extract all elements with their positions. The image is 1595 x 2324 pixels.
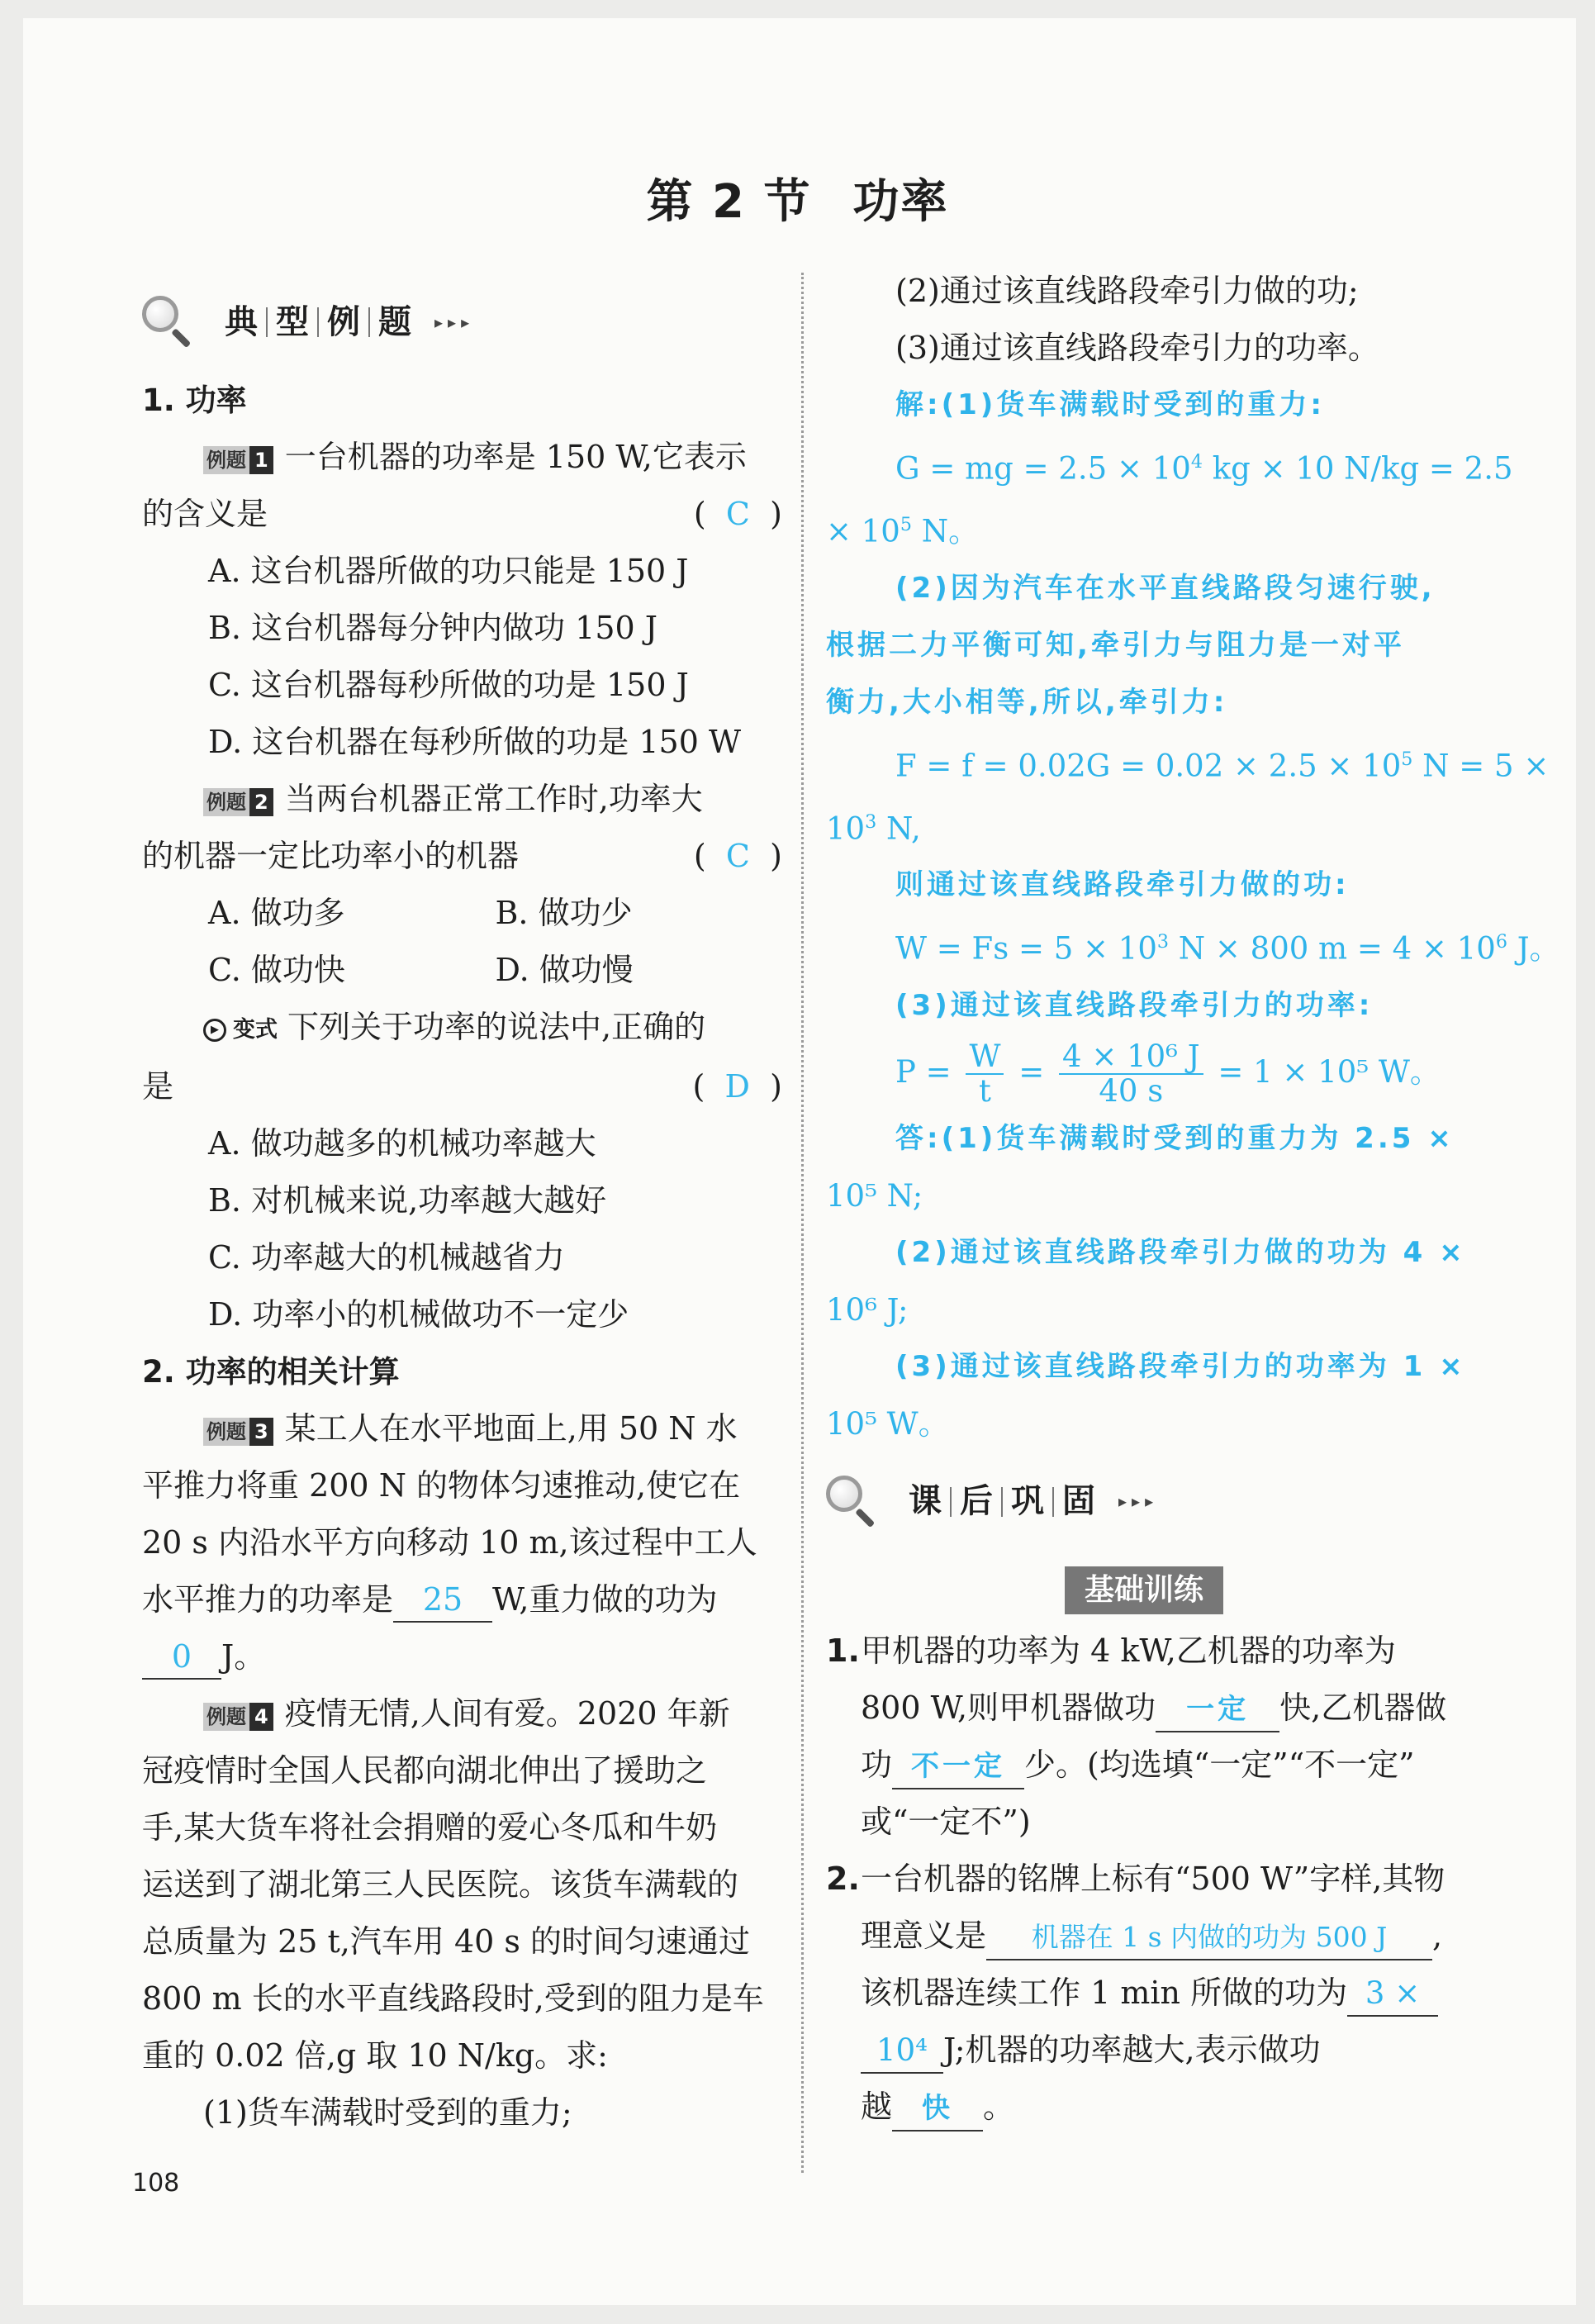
arrows-icon: ▸▸▸: [1118, 1491, 1159, 1512]
answer-paren: ( C ): [693, 496, 782, 532]
answer-blank: 机器在 1 s 内做的功为 500 J: [986, 1916, 1432, 1960]
option: B. 这台机器每分钟内做功 150 J: [208, 610, 658, 646]
typical-examples-header: 典 型 例 题 ▸▸▸: [142, 273, 782, 372]
answer: C: [725, 496, 750, 532]
option: D. 做功慢: [495, 952, 634, 988]
option: A. 这台机器所做的功只能是 150 J: [208, 553, 689, 589]
answer-blank: 一定: [1156, 1688, 1279, 1732]
option: C. 功率越大的机械越省力: [208, 1239, 565, 1276]
question-1: 1. 甲机器的功率为 4 kW,乙机器的功率为 800 W,则甲机器做功 一定 快,乙机器做 功 不一定 少。(均选填“一定”“不一定” 或“一定不”): [826, 1632, 1447, 1840]
example-tag: 例题 4: [203, 1703, 273, 1731]
basic-training-badge: 基础训练: [826, 1566, 1462, 1614]
option: B. 做功少: [495, 895, 633, 931]
answer-blank: 不一定: [892, 1745, 1024, 1789]
variant-question: ▶ 变式 下列关于功率的说法中,正确的: [142, 999, 782, 1058]
option: A. 做功多: [208, 895, 345, 931]
page-number: 108: [132, 2169, 180, 2198]
option: A. 做功越多的机械功率越大: [208, 1125, 596, 1162]
left-column: 典 型 例 题 ▸▸▸ 1. 功率 例题 1 一台机器的功率是 150 W,它表示 的含义是 ( C ) A. 这台机器所做的功只能是 150 J B. 这台机器每分钟内做功 150 J C. 这台机器每秒所做的功是 150 J D. 这台机器在每秒所做的功是 150 W 例题 2 当两台机器正常工作时,功率大 的机器一定比功率小的机器 ( C ) A. 做功多 B. 做功少 C. 做功快 D. 做功慢 ▶ 变式 下列关于功率的说法中,正确的 是 ( D ) A. 做功越多的机械功率越大 B. 对机械来说,功率越大越好 C. 功率越大的机械越省力 D. 功率小的机械做功不一定少 2. 功率的相关计算 例题 3 某工人在水平地面上,用 50 N 水 平推力将重 200 N 的物体匀速推动,使它在 20 s 内沿水平方向移动 10 m,该过程中工人 水平推力的功率是 25 W,重力做的功为 0 J。 例题 4 疫情无情,人间有爱。2020 年新 冠疫情时全国人民都向湖北伸出了援助之 手,某大货车将社会捐赠的爱心冬瓜和牛奶 运送到了湖北第三人民医院。该货车满载的 总质量为 25 t,汽车用 40 s 的时间匀速通过 800 m 长的水平直线路段时,受到的阻力是车 重的 0.02 倍,g 取 10 N/kg。求: (1)货车满载时受到的重力;: [142, 273, 782, 2141]
after-class-header: 课 后 巩 固 ▸▸▸: [826, 1452, 1462, 1552]
answer-blank: 25: [393, 1578, 492, 1623]
answer: C: [725, 838, 750, 874]
arrows-icon: ▸▸▸: [434, 311, 475, 332]
formula: $W = Fs = 5 \times 10^3$ N × 800 $m = 4 \times 10^6$ J。: [895, 930, 1560, 967]
right-column: (2)通过该直线路段牵引力做的功; (3)通过该直线路段牵引力的功率。 解:(1)货车满载时受到的重力: G = mg = $2.5 \times 10^4$ kg × 10 N/kg = 2.5 × $10^5$ N。 (2)因为汽车在水平直线路段匀速行驶, 根据二力平衡可知,牵引力与阻力是一对平 衡力,大小相等,所以,牵引力: $F = f = 0.02G = 0.02 \times 2.5 \times 10^5$ N = 5 × $10^3$ N, 则通过该直线路段牵引力做的功: $W = Fs = 5 \times 10^3$ N × 800 $m = 4 \times 10^6$ J。 (3)通过该直线路段牵引力的功率: P = $\frac{W}{t}$ = $\frac{\text{4 × 10⁶ J}}{40 s}$ = 1 × 10⁵ W。 答:(1)货车满载时受到的重力为 2.5 × 10⁵ N; (2)通过该直线路段牵引力做的功为 4 × 10⁶ J; (3)通过该直线路段牵引力的功率为 1 × 10⁵ W。 课 后 巩 固 ▸▸▸ 基础训练 1. 甲机器的功率为 4 kW,乙机器的功率为 800 W,则甲机器做功 一定 快,乙机器做 功 不一定 少。(均选填“一定”“不一定” 或“一定不”) 2. 一台机器的铭牌上标有“500 W”字样,其物 理意义是 机器在 1 s 内做的功为 500 J , 该机器连续工作 1 min 所做的功为 3 × 10⁴ J;机器的功率越大,表示做功 越 快 。: [826, 263, 1462, 2136]
example-tag: 例题 1: [203, 446, 273, 474]
answer: D: [724, 1068, 750, 1105]
option: B. 对机械来说,功率越大越好: [208, 1182, 607, 1219]
question-2: 2. 一台机器的铭牌上标有“500 W”字样,其物 理意义是 机器在 1 s 内做的功为 500 J , 该机器连续工作 1 min 所做的功为 3 × 10⁴ J;机器的功率越大,表示做功 越 快 。: [826, 1851, 1462, 2136]
solution-line: 解:(1)货车满载时受到的重力:: [895, 388, 1325, 421]
subsection-title: 2. 功率的相关计算: [142, 1354, 400, 1390]
variant-tag: ▶ 变式: [203, 1001, 278, 1058]
example-2: 例题 2 当两台机器正常工作时,功率大: [142, 771, 782, 828]
answer-paren: ( C ): [693, 838, 782, 874]
example-tag: 例题 3: [203, 1418, 273, 1446]
option: C. 这台机器每秒所做的功是 150 J: [208, 667, 689, 703]
answer-blank: 3 ×: [1347, 1972, 1438, 2017]
answer-blank: 快: [892, 2087, 983, 2132]
answer-blank: 10⁴: [861, 2029, 943, 2074]
answer-paren: ( D ): [692, 1068, 782, 1105]
column-divider: [801, 273, 804, 2173]
magnifier-icon: [826, 1476, 876, 1528]
answer-blank: 0: [142, 1635, 221, 1680]
option: D. 这台机器在每秒所做的功是 150 W: [208, 724, 742, 760]
example-1: 例题 1 一台机器的功率是 150 W,它表示: [142, 429, 782, 486]
example-3: 例题 3 某工人在水平地面上,用 50 N 水: [142, 1400, 782, 1457]
example-4: 例题 4 疫情无情,人间有爱。2020 年新: [142, 1685, 782, 1742]
section-number: 第 2 节: [646, 175, 812, 229]
play-icon: ▶: [203, 1019, 226, 1042]
magnifier-icon: [142, 296, 192, 349]
subsection-title: 1. 功率: [142, 383, 247, 418]
option: D. 功率小的机械做功不一定少: [208, 1296, 629, 1333]
example-tag: 例题 2: [203, 788, 273, 816]
formula: $F = f = 0.02G = 0.02 \times 2.5 \times 10^5$ N = 5 ×: [895, 747, 1550, 783]
formula: G = mg = $2.5 \times 10^4$ kg × 10 N/kg = 2.5: [895, 450, 1513, 487]
power-formula: P = $\frac{W}{t}$ = $\frac{\text{4 × 10⁶ J}}{40 s}$ = 1 × 10⁵ W。: [895, 1038, 1441, 1110]
section-topic: 功率: [852, 175, 949, 229]
option: C. 做功快: [208, 952, 345, 988]
page-title: [0, 165, 1595, 231]
